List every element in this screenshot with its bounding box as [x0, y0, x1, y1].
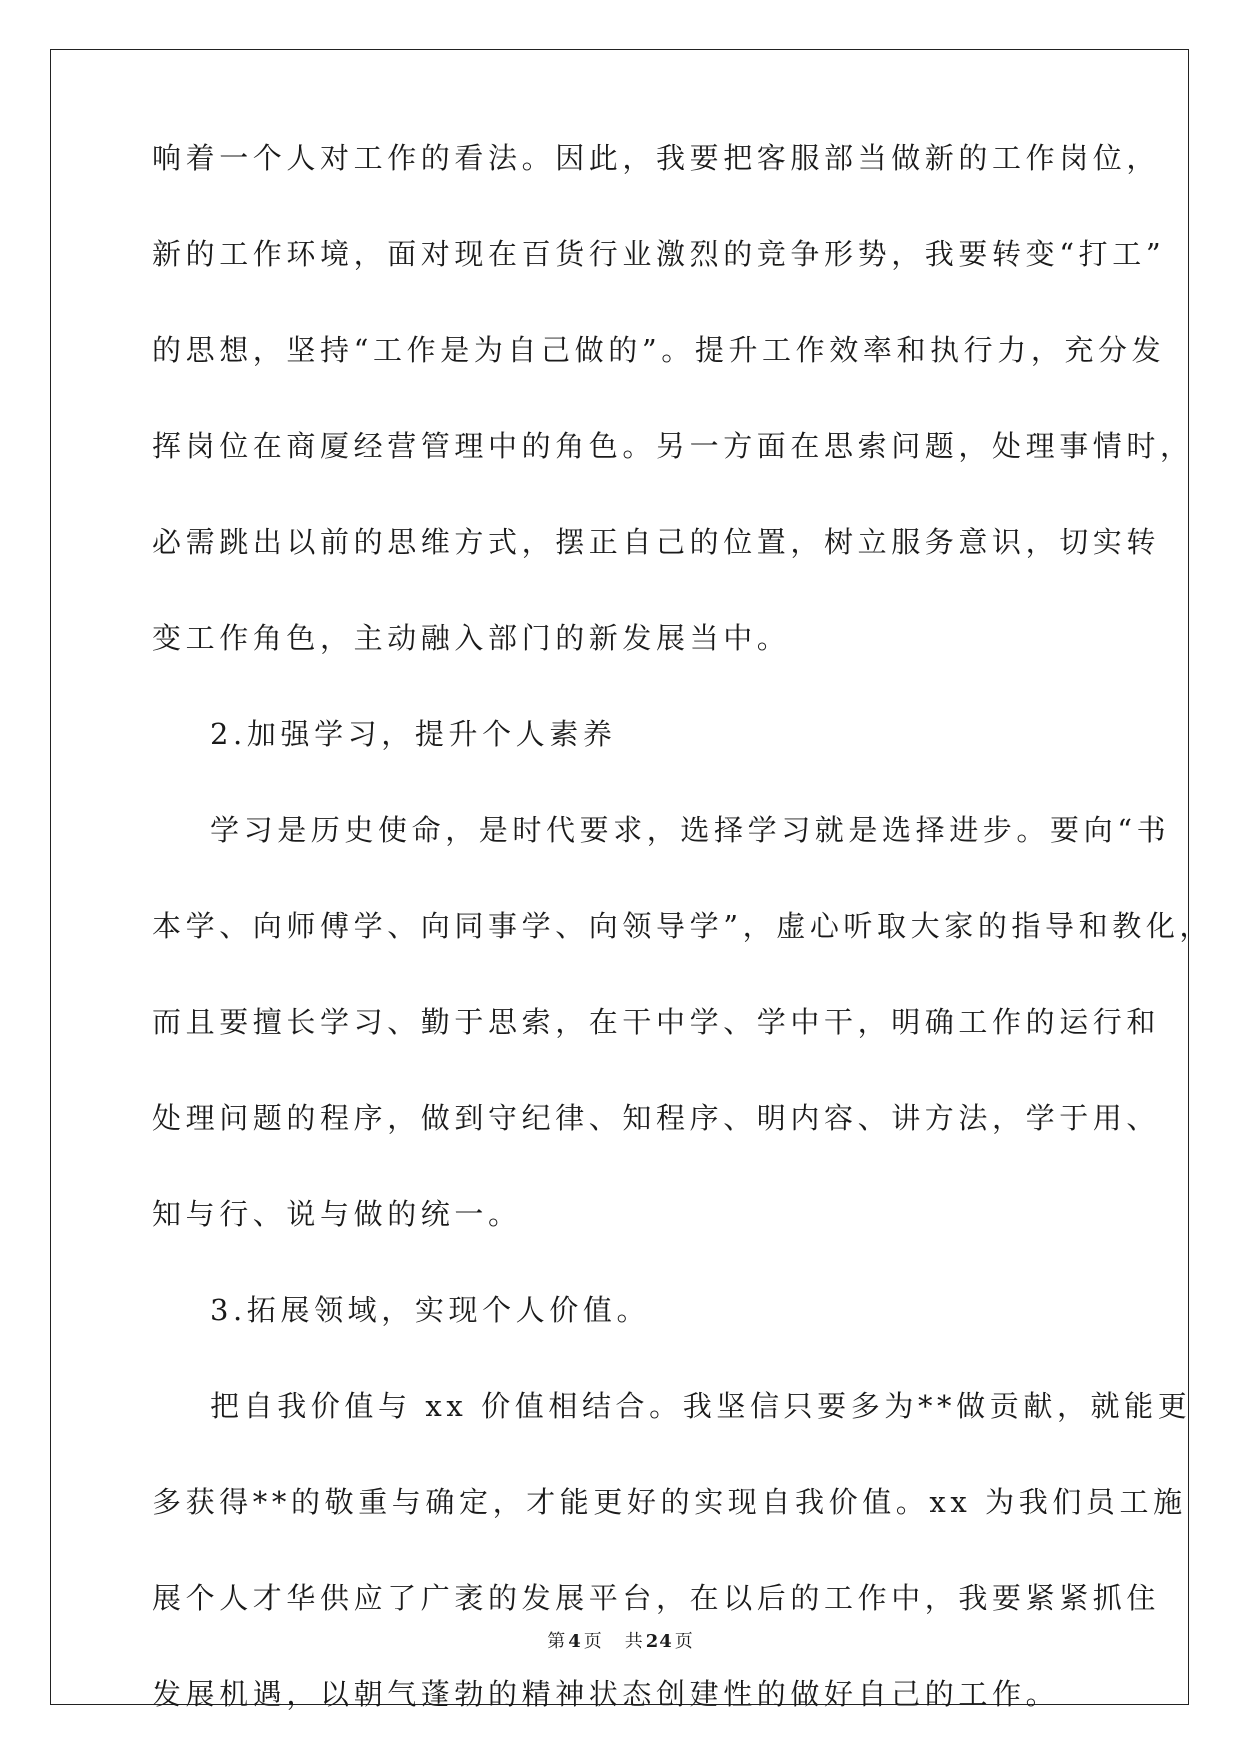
- text-line: 多获得**的敬重与确定，才能更好的实现自我价值。xx 为我们员工施: [152, 1485, 1187, 1519]
- page-footer: [0, 1627, 1241, 1653]
- text-line: 的思想，坚持“工作是为自己做的”。提升工作效率和执行力，充分发: [152, 333, 1166, 367]
- page-number: 4: [568, 1631, 582, 1652]
- text-line: 本学、向师傅学、向同事学、向领导学”，虚心听取大家的指导和教化，: [152, 909, 1214, 943]
- page-prefix: 第: [547, 1631, 567, 1652]
- text-line: 变工作角色，主动融入部门的新发展当中。: [152, 621, 791, 655]
- text-line: 学习是历史使命，是时代要求，选择学习就是选择进步。要向“书: [210, 813, 1171, 847]
- text-line: 新的工作环境，面对现在百货行业激烈的竞争形势，我要转变“打工”: [152, 237, 1166, 271]
- page-suffix: 页: [583, 1631, 603, 1652]
- text-line: 把自我价值与 xx 价值相结合。我坚信只要多为**做贡献，就能更: [210, 1389, 1192, 1423]
- text-line: 处理问题的程序，做到守纪律、知程序、明内容、讲方法，学于用、: [152, 1101, 1161, 1135]
- text-line: 而且要擅长学习、勤于思索，在干中学、学中干，明确工作的运行和: [152, 1005, 1161, 1039]
- total-pages: 24: [645, 1631, 673, 1652]
- document-body: [152, 141, 1214, 1742]
- text-line: 必需跳出以前的思维方式，摆正自己的位置，树立服务意识，切实转: [152, 525, 1161, 559]
- text-line: 发展机遇，以朝气蓬勃的精神状态创建性的做好自己的工作。: [152, 1677, 1060, 1711]
- total-prefix: 共: [624, 1631, 644, 1652]
- text-line: 响着一个人对工作的看法。因此，我要把客服部当做新的工作岗位，: [152, 141, 1161, 175]
- text-line: 知与行、说与做的统一。: [152, 1197, 522, 1231]
- section-heading: 2.加强学习，提升个人素养: [210, 717, 617, 751]
- section-heading: 3.拓展领域，实现个人价值。: [210, 1293, 651, 1327]
- total-suffix: 页: [674, 1631, 694, 1652]
- text-line: 展个人才华供应了广袤的发展平台，在以后的工作中，我要紧紧抓住: [152, 1581, 1161, 1615]
- text-line: 挥岗位在商厦经营管理中的角色。另一方面在思索问题，处理事情时，: [152, 429, 1194, 463]
